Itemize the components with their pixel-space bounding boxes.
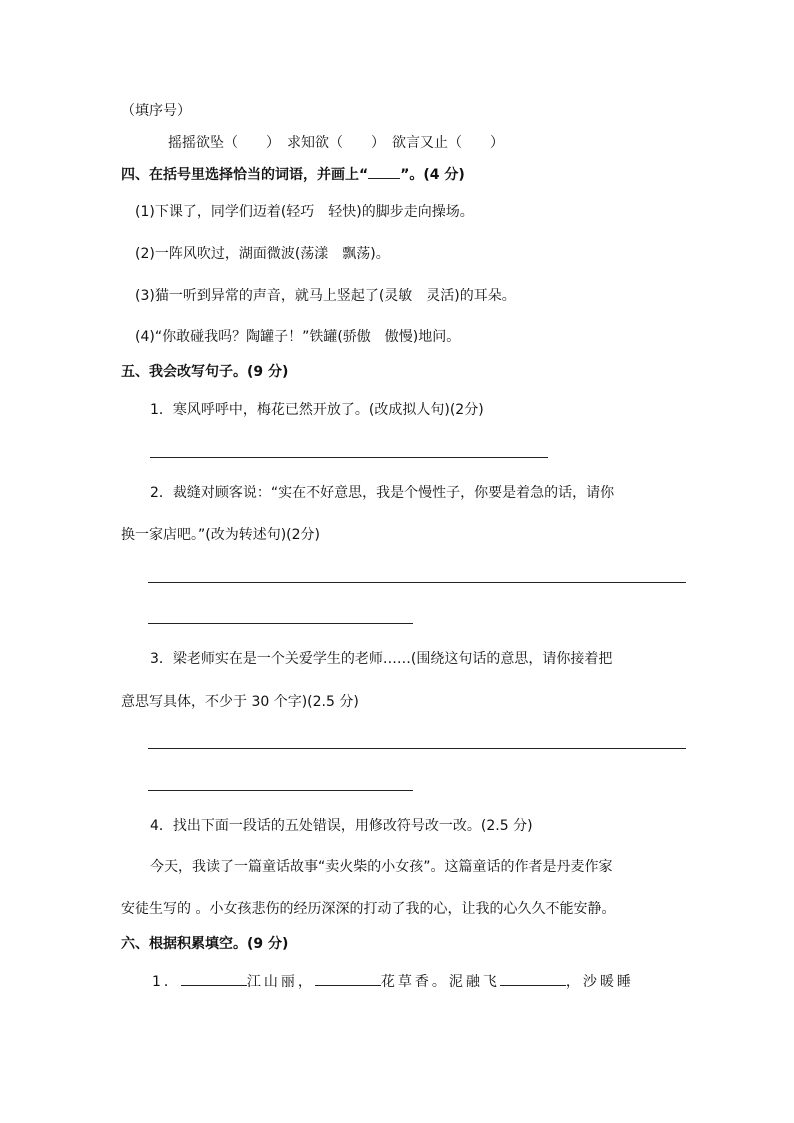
fill-blank-1[interactable] bbox=[181, 985, 247, 986]
section-5-question-3-line-1: 3．梁老师实在是一个关爱学生的老师……(围绕这句话的意思，请你接着把 bbox=[150, 651, 613, 667]
question-number: 1． bbox=[152, 974, 181, 990]
answer-line-2a[interactable] bbox=[148, 582, 686, 583]
section-4-item-2: (2)一阵风吹过，湖面微波(荡漾 飘荡)。 bbox=[135, 246, 390, 262]
section-5-heading: 五、我会改写句子。(9 分) bbox=[121, 364, 289, 380]
section-5-question-2-line-2: 换一家店吧。”(改为转述句)(2分) bbox=[121, 527, 321, 543]
section-4-item-3: (3)猫一听到异常的声音，就马上竖起了(灵敏 灵活)的耳朵。 bbox=[135, 288, 516, 304]
answer-line-2b[interactable] bbox=[148, 623, 413, 624]
answer-line-3a[interactable] bbox=[148, 748, 686, 749]
section-4-heading-pre: 四、在括号里选择恰当的词语，并画上“ bbox=[121, 167, 369, 183]
fill-blank-2[interactable] bbox=[315, 985, 381, 986]
section-5-question-4: 4．找出下面一段话的五处错误，用修改符号改一改。(2.5 分) bbox=[150, 818, 533, 834]
section-5-question-1: 1．寒风呼呼中，梅花已然开放了。(改成拟人句)(2分) bbox=[150, 402, 484, 418]
underline-mark bbox=[368, 178, 400, 179]
poem-text-1: 江山丽， bbox=[246, 974, 315, 990]
answer-line-3b[interactable] bbox=[148, 790, 413, 791]
fill-number-note: （填序号） bbox=[121, 103, 191, 119]
section-4-item-4: (4)“你敢碰我吗？陶罐子！”铁罐(骄傲 傲慢)地问。 bbox=[135, 329, 461, 345]
section-5-question-3-line-2: 意思写具体，不少于 30 个字)(2.5 分) bbox=[121, 694, 359, 710]
section-6-question-1 bbox=[152, 975, 634, 989]
poem-text-3: ，沙暖睡 bbox=[565, 974, 634, 990]
section-5-question-2-line-1: 2．裁缝对顾客说：“实在不好意思，我是个慢性子，你要是着急的话，请你 bbox=[150, 485, 615, 501]
error-paragraph-line-1: 今天，我读了一篇童话故事“卖火柴的小女孩”。这篇童话的作者是丹麦作家 bbox=[150, 859, 613, 875]
poem-text-2: 花草香。泥融飞 bbox=[380, 974, 500, 990]
section-4-heading bbox=[121, 168, 465, 182]
section-6-heading: 六、根据积累填空。(9 分) bbox=[121, 936, 289, 952]
answer-line-1[interactable] bbox=[150, 457, 548, 458]
error-paragraph-line-2: 安徒生写的 。小女孩悲伤的经历深深的打动了我的心，让我的心久久不能安静。 bbox=[121, 901, 616, 917]
section-4-item-1: (1)下课了，同学们迈着(轻巧 轻快)的脚步走向操场。 bbox=[135, 204, 474, 220]
section-4-heading-post: ”。(4 分) bbox=[400, 167, 465, 183]
idiom-blanks: 摇摇欲坠（ ） 求知欲（ ） 欲言又止（ ） bbox=[168, 135, 504, 151]
fill-blank-3[interactable] bbox=[500, 985, 566, 986]
